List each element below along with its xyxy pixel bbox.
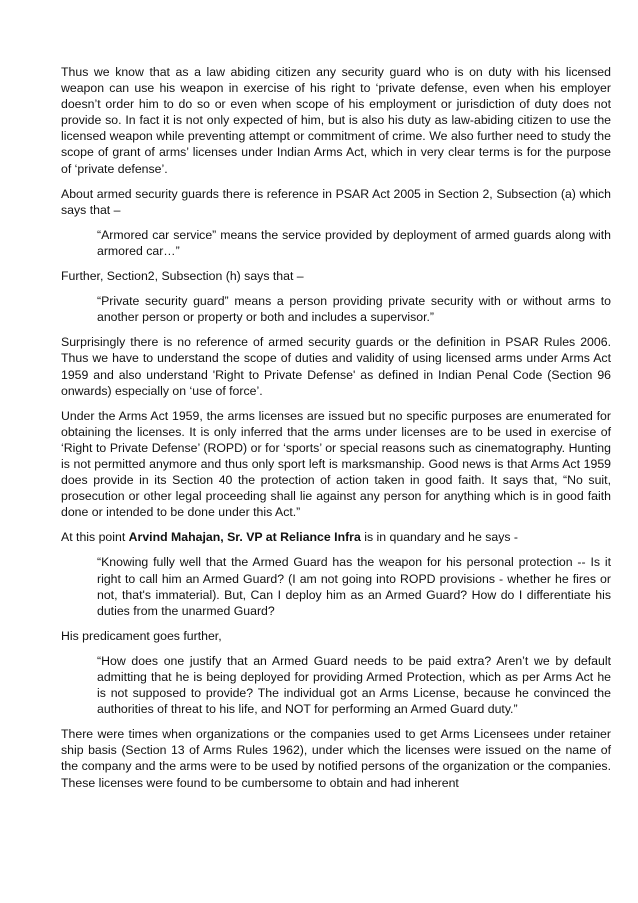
quote-armed-guard-question: “Knowing fully well that the Armed Guard has the weapon for his personal protection -- Is it right to call him an Armed Guard? (I am not going into ROPD provisions - whether he fires or not, that's immaterial). But, Can I deploy him as an Armed Guard? How do I differentiate his duties from the unarmed Guard? <box>97 555 611 618</box>
document-page <box>61 64 611 800</box>
quandary-person-name: Arvind Mahajan, Sr. VP at Reliance Infra <box>128 530 361 545</box>
quote-paid-extra: “How does one justify that an Armed Guard needs to be paid extra? Aren’t we by default admitting that he is being deployed for providing Armed Protection, which as per Arms Act he is not supposed to provide? The individual got an Arms License, because he convinced the authorities of threat to his life, and NOT for performing an Armed Guard duty.” <box>97 653 611 717</box>
paragraph-quandary <box>61 529 611 545</box>
paragraph-arms-act: Under the Arms Act 1959, the arms licenses are issued but no specific purposes are enumerated for obtaining the licenses. It is only inferred that the arms under licenses are to be used in exercise of ‘Right to Private Defense’ (ROPD) or for ‘sports’ or special reasons such as cinematography. Hunting is not permitted anymore and thus only sport left is marksmanship. Good news is that Arms Act 1959 does provide in its Section 40 the protection of action taken in good faith. It says that, “No suit, prosecution or other legal proceeding shall lie against any person for anything which is in good faith done or intended to be done under this Act.” <box>61 408 611 520</box>
quandary-text-pre: At this point <box>61 530 129 545</box>
paragraph-intro: Thus we know that as a law abiding citizen any security guard who is on duty with his licensed weapon can use his weapon in exercise of his right to ‘private defense, even when his employer doesn’t order him to do so or even when scope of his employment or jurisdiction of duty does not provide so. In fact it is not only expected of him, but is also his duty as law-abiding citizen to use the licensed weapon while preventing attempt or commitment of crime. We also further need to study the scope of grant of arms’ licenses under Indian Arms Act, which in very clear terms is for the purpose of ‘private defense’. <box>61 65 611 176</box>
paragraph-subsection-h: Further, Section2, Subsection (h) says that – <box>61 269 304 284</box>
paragraph-psar-rules: Surprisingly there is no reference of armed security guards or the definition in PSAR Rules 2006. Thus we have to understand the scope of duties and validity of using licensed arms under Arms Act 1959 and also understand 'Right to Private Defense' as defined in Indian Penal Code (Section 96 onwards) especially on ‘use of force’. <box>61 335 611 398</box>
quote-private-security-guard: “Private security guard” means a person providing private security with or without arms to another person or property or both and includes a supervisor.” <box>97 294 611 325</box>
quandary-text-post: is in quandary and he says - <box>360 530 519 545</box>
quote-armored-car-service: “Armored car service” means the service provided by deployment of armed guards along with armored car…” <box>97 227 611 258</box>
paragraph-psar-reference: About armed security guards there is reference in PSAR Act 2005 in Section 2, Subsection (a) which says that – <box>61 186 611 217</box>
paragraph-predicament: His predicament goes further, <box>61 628 222 643</box>
paragraph-retainer-ship: There were times when organizations or the companies used to get Arms Licensees under retainer ship basis (Section 13 of Arms Rules 1962), under which the licenses were issued on the name of the company and the arms were to be used by notified persons of the organization or the companies. These licenses were found to be cumbersome to obtain and had inherent <box>61 727 611 790</box>
